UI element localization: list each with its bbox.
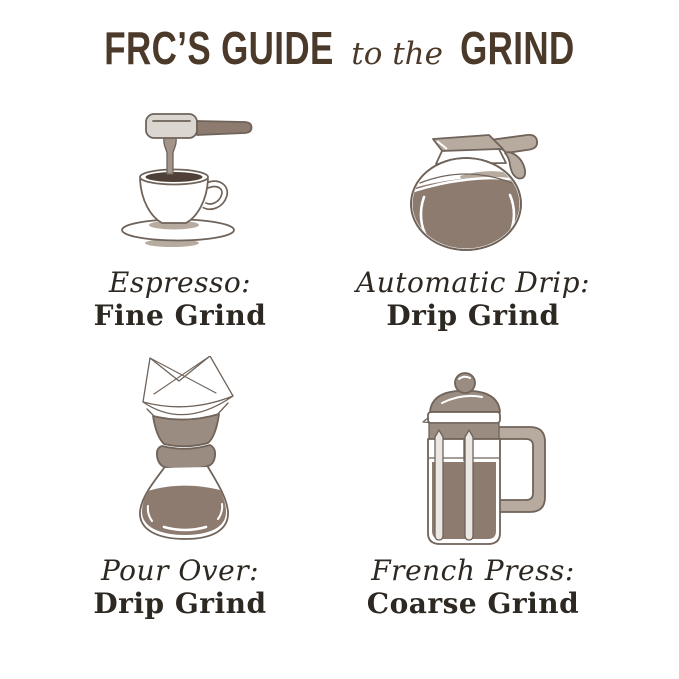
poster-title bbox=[0, 22, 679, 74]
press-handle bbox=[498, 427, 545, 512]
method-label-automatic-drip: Automatic Drip: bbox=[355, 266, 591, 299]
espresso-surface bbox=[146, 172, 203, 182]
grind-label-pour-over: Drip Grind bbox=[93, 587, 267, 620]
caption-french-press bbox=[323, 554, 623, 620]
caption-pour-over bbox=[30, 554, 330, 620]
frame-rod-left bbox=[435, 430, 443, 540]
coffee-pool bbox=[142, 486, 226, 535]
caption-espresso bbox=[30, 266, 330, 332]
grind-label-french-press: Coarse Grind bbox=[366, 587, 580, 620]
grind-label-automatic-drip: Drip Grind bbox=[386, 299, 560, 332]
method-label-pour-over: Pour Over: bbox=[100, 554, 260, 587]
french-press-figure bbox=[420, 371, 546, 549]
espresso-cup-body bbox=[140, 179, 208, 223]
portafilter-body bbox=[146, 114, 197, 138]
wood-collar-lower bbox=[157, 445, 215, 469]
french-press-icon bbox=[420, 371, 546, 545]
caption-automatic-drip bbox=[323, 266, 623, 332]
title-script-text: to the bbox=[351, 36, 443, 72]
pour-over-figure bbox=[134, 356, 236, 549]
espresso-figure bbox=[120, 95, 258, 256]
espresso-portafilter-cup-icon bbox=[120, 95, 258, 252]
portafilter-handle bbox=[197, 121, 252, 135]
lid-rim-band bbox=[428, 412, 500, 423]
coffee-carafe-icon bbox=[410, 133, 546, 252]
coffee-fill bbox=[410, 178, 522, 252]
wood-collar-upper bbox=[153, 414, 219, 446]
method-label-french-press: French Press: bbox=[371, 554, 575, 587]
title-suffix: GRIND bbox=[460, 22, 575, 74]
automatic-drip-figure bbox=[410, 133, 546, 256]
espresso-stream bbox=[164, 137, 176, 174]
title-prefix: FRC’S GUIDE bbox=[104, 22, 334, 74]
pour-over-brewer-icon bbox=[134, 356, 236, 545]
grind-label-espresso: Fine Grind bbox=[93, 299, 267, 332]
method-label-espresso: Espresso: bbox=[108, 266, 252, 299]
frame-rod-center bbox=[465, 430, 473, 540]
